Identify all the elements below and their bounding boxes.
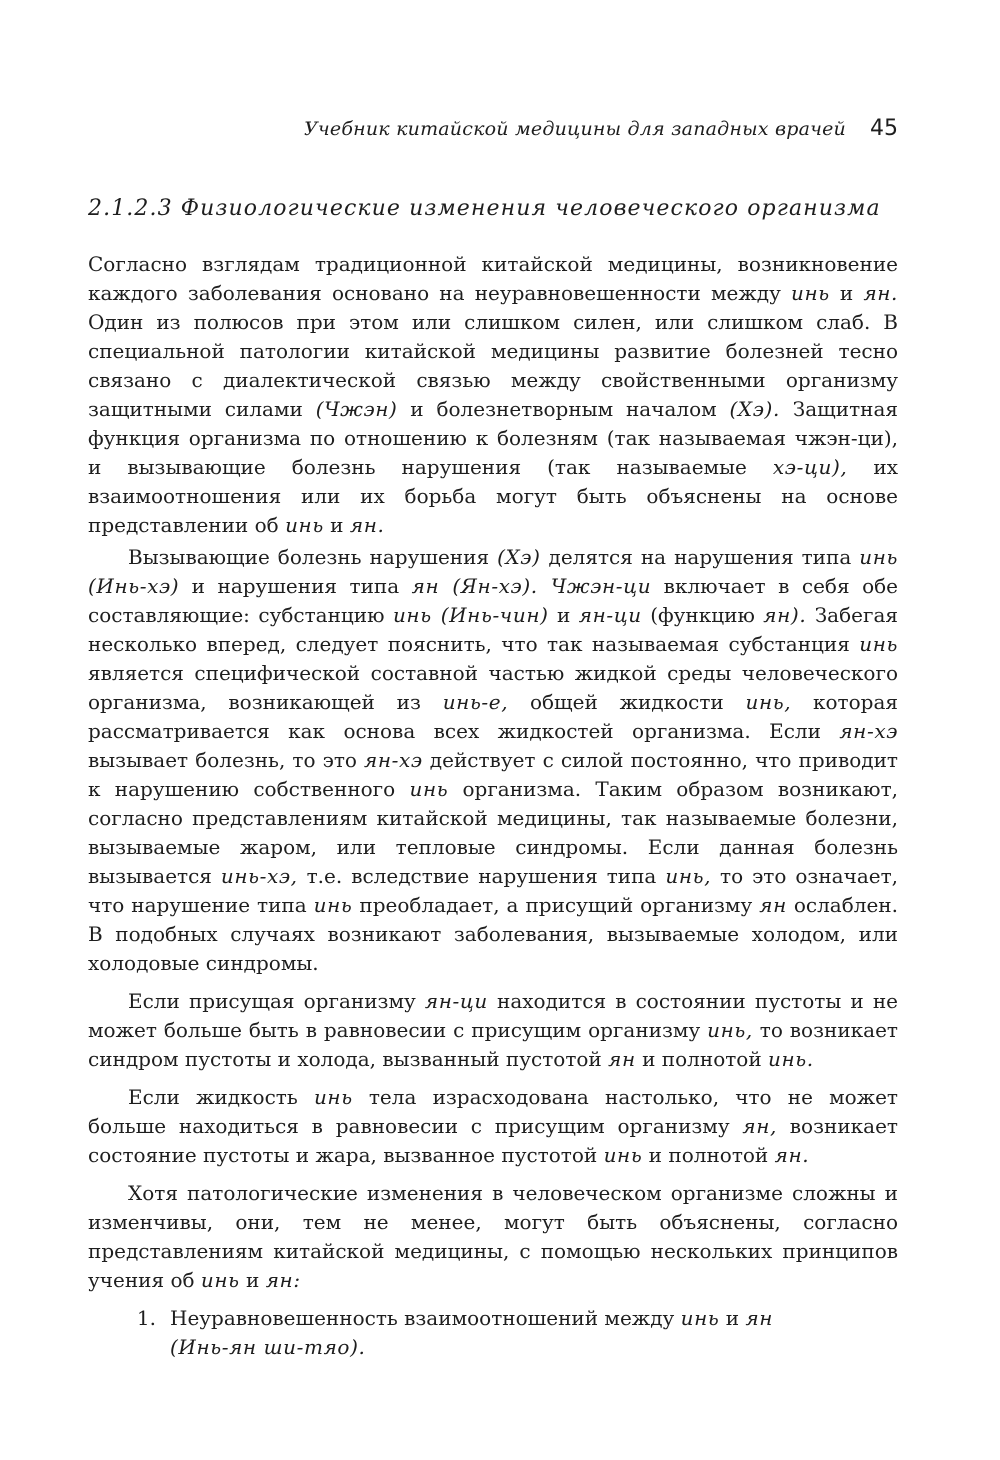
italic-term: ян-ци <box>424 989 488 1013</box>
text-run: и полнотой <box>635 1047 769 1071</box>
text-run: и болезнетворным началом <box>397 397 730 421</box>
italic-term: ян). <box>763 603 807 627</box>
text-run: Если присущая организму <box>128 989 425 1013</box>
italic-term: ян (Ян-хэ). Чжэн-ци <box>411 574 652 598</box>
italic-term: (Хэ). <box>729 397 780 421</box>
italic-term: ян <box>608 1047 636 1071</box>
text-run: и <box>239 1268 266 1292</box>
italic-term: инь <box>791 281 830 305</box>
text-run: то это означает, что нарушение типа <box>88 864 899 917</box>
text-run: Вызывающие болезнь нарушения <box>128 545 498 569</box>
text-run: является специфической составной частью жидкой среды человеческого организма, возникающей из <box>88 661 898 714</box>
italic-term: инь (Инь-чин) <box>392 603 549 627</box>
italic-term: ян, <box>742 1114 777 1138</box>
text-run: преобладает, а присущий организму <box>352 893 760 917</box>
text-run: действует с силой постоянно, что приводит к нарушению собственного <box>88 748 898 801</box>
italic-term: ян <box>759 893 787 917</box>
italic-term: (Инь-ян ши-тяо). <box>170 1335 366 1359</box>
italic-term: инь, <box>707 1018 753 1042</box>
text-run: тела израсходована настолько, что не может больше находиться в равновесии с присущим организму <box>88 1085 898 1138</box>
italic-term: ян. <box>774 1143 810 1167</box>
italic-term: ян: <box>265 1268 301 1292</box>
text-run: общей жидкости <box>508 690 746 714</box>
text-run: и нарушения типа <box>179 574 412 598</box>
italic-term: инь <box>285 513 324 537</box>
text-run: вызывает болезнь, то это <box>88 748 365 772</box>
paragraph-3 <box>88 987 898 1074</box>
text-run: и <box>719 1306 746 1330</box>
text-run: и <box>323 513 350 537</box>
text-run: включает в себя обе составляющие: субстанцию <box>88 574 898 627</box>
paragraph-5 <box>88 1179 898 1295</box>
italic-term: инь-хэ, <box>220 864 298 888</box>
text-run: и <box>548 603 579 627</box>
section-heading: 2.1.2.3 Физиологические изменения человеческого организма <box>88 196 881 221</box>
numbered-list <box>88 1304 898 1362</box>
italic-term: инь <box>313 1085 353 1109</box>
text-run: которая рассматривается как основа всех жидкостей организма. Если <box>88 690 898 743</box>
italic-term: инь-е, <box>442 690 509 714</box>
text-run: Согласно взглядам традиционной китайской медицины, возникновение каждого заболевания основано на неуравновешенности между <box>88 252 898 305</box>
list-item-text <box>170 1304 898 1362</box>
italic-term: инь <box>680 1306 720 1330</box>
text-run: то возникает синдром пустоты и холода, вызванный пустотой <box>88 1018 898 1071</box>
list-number: 1. <box>136 1306 156 1330</box>
italic-term: ян <box>745 1306 774 1330</box>
body-text <box>88 250 898 1362</box>
italic-term: инь. <box>768 1047 814 1071</box>
text-run: Хотя патологические изменения в человеческом организме сложны и изменчивы, они, тем не менее, могут быть объяснены, согласно представлениям китайской медицины, с помощью нескольких принципов учения об <box>88 1181 898 1292</box>
italic-term: инь <box>200 1268 240 1292</box>
text-run: Забегая несколько вперед, следует пояснить, что так называемая субстанция <box>88 603 899 656</box>
text-run: Неуравновешенность взаимоотношений между <box>170 1306 681 1330</box>
text-run: Один из полюсов при этом или слишком силен, или слишком слаб. В специальной патологии китайской медицины развитие болезней тесно связано с диалектической связью между свойственными организму защитными силами <box>88 310 898 421</box>
paragraph-2 <box>88 543 898 978</box>
italic-term: ян. <box>349 513 385 537</box>
paragraph-1 <box>88 250 898 540</box>
page-number: 45 <box>870 116 898 141</box>
italic-term: ян-хэ <box>839 719 898 743</box>
text-run: делятся на нарушения типа <box>540 545 860 569</box>
text-run: и <box>829 281 864 305</box>
list-item <box>88 1304 898 1362</box>
italic-term: хэ-ци), <box>772 455 848 479</box>
text-run: возникает состояние пустоты и жара, вызванное пустотой <box>88 1114 898 1167</box>
text-run: их взаимоотношения или их борьба могут быть объяснены на основе представлении об <box>88 455 898 537</box>
text-run: и полнотой <box>642 1143 775 1167</box>
italic-term: (Чжэн) <box>315 397 398 421</box>
italic-term: инь <box>859 632 898 656</box>
text-run: организма. Таким образом возникают, согласно представлениям китайской медицины, так называемые болезни, вызываемые жаром, или тепловые синдромы. Если данная болезнь вызывается <box>88 777 898 888</box>
italic-term: (Хэ) <box>497 545 541 569</box>
italic-term: инь <box>603 1143 643 1167</box>
italic-term: инь, <box>665 864 712 888</box>
italic-term: инь (Инь-хэ) <box>88 545 899 598</box>
text-run: Защитная функция организма по отношению к болезням (так называемая чжэн-ци), и вызывающие болезнь нарушения (так называемые <box>88 397 899 479</box>
italic-term: ян-ци <box>578 603 642 627</box>
text-run: находится в состоянии пустоты и не может больше быть в равновесии с присущим организму <box>88 989 898 1042</box>
text-run: (функцию <box>641 603 764 627</box>
text-run: т.е. вследствие нарушения типа <box>297 864 666 888</box>
italic-term: инь <box>409 777 449 801</box>
italic-term: инь, <box>745 690 792 714</box>
text-run: ослаблен. В подобных случаях возникают заболевания, вызываемые холодом, или холодовые синдромы. <box>88 893 898 975</box>
paragraph-4 <box>88 1083 898 1170</box>
italic-term: ян-хэ <box>364 748 423 772</box>
italic-term: ян. <box>863 281 899 305</box>
text-run: Если жидкость <box>128 1085 314 1109</box>
running-title: Учебник китайской медицины для западных врачей <box>303 118 846 140</box>
italic-term: инь <box>313 893 353 917</box>
running-head <box>250 116 898 146</box>
